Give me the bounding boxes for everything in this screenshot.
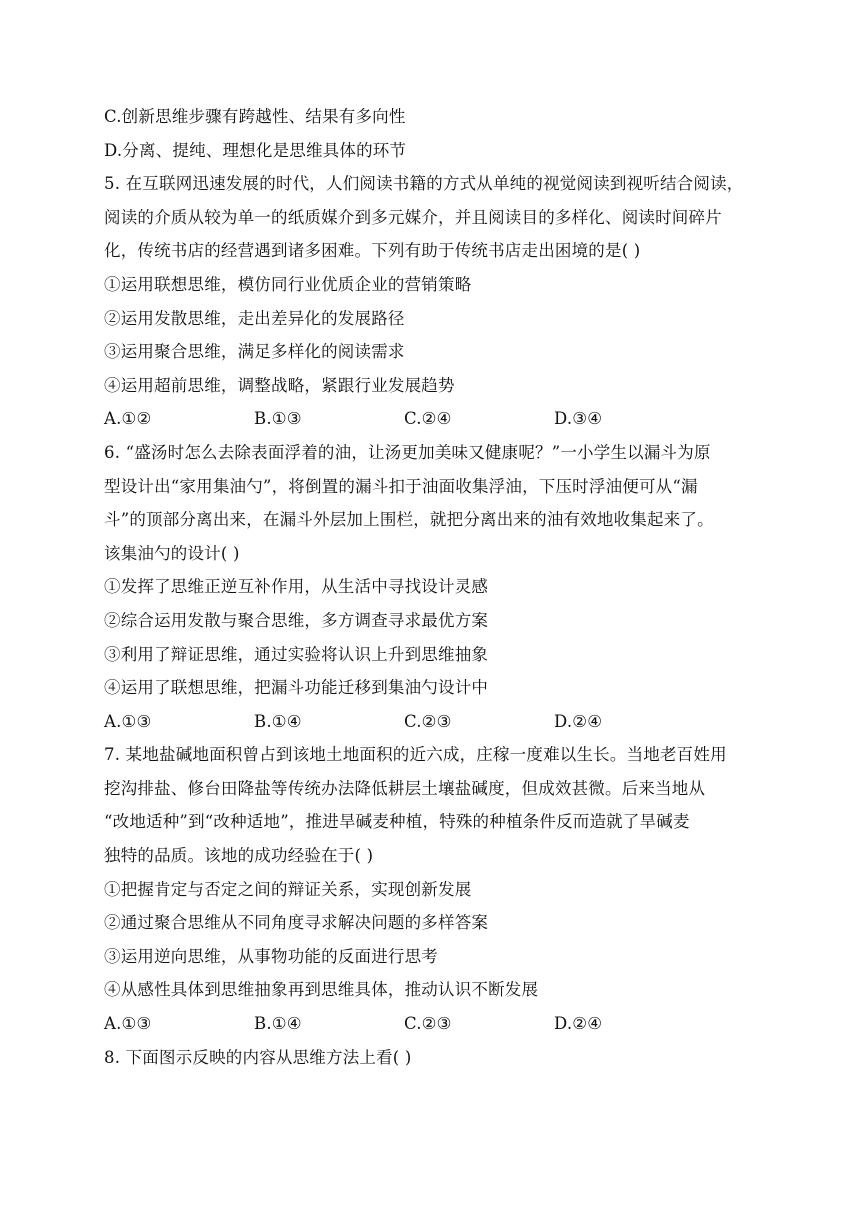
statement-item: ①运用联想思维，模仿同行业优质企业的营销策略	[104, 274, 472, 294]
question-stem-line: 8. 下面图示反映的内容从思维方法上看( )	[104, 1047, 412, 1067]
answer-option-d: D.③④	[554, 409, 603, 429]
answer-option-d: D.②④	[554, 711, 603, 731]
document-body	[104, 100, 764, 1074]
statement-item: ④从感性具体到思维抽象再到思维具体，推动认识不断发展	[104, 980, 539, 1000]
question-stem-line: 独特的品质。该地的成功经验在于( )	[104, 846, 374, 866]
answer-option-c: C.②③	[404, 711, 452, 731]
statement-item: ③运用逆向思维，从事物功能的反面进行思考	[104, 946, 438, 966]
question-stem-line: 该集油勺的设计( )	[104, 543, 240, 563]
question-stem-line: 阅读的介质从较为单一的纸质媒介到多元媒介，并且阅读目的多样化、阅读时间碎片	[104, 207, 722, 227]
option-c-text: C.创新思维步骤有跨越性、结果有多向性	[104, 107, 406, 126]
statement-item: ④运用超前思维，调整战略，紧跟行业发展趋势	[104, 375, 455, 395]
statement-item: ③利用了辩证思维，通过实验将认识上升到思维抽象	[104, 644, 489, 664]
answer-option-b: B.①④	[254, 711, 302, 731]
answer-option-b: B.①③	[254, 409, 302, 429]
question-stem-line: 5. 在互联网迅速发展的时代，人们阅读书籍的方式从单纯的视觉阅读到视听结合阅读，	[104, 174, 744, 194]
statement-item: ②运用发散思维，走出差异化的发展路径	[104, 308, 405, 328]
question-stem-line: 6. “盛汤时怎么去除表面浮着的油，让汤更加美味又健康呢？”一小学生以漏斗为原	[104, 442, 711, 462]
question-stem-line: 挖沟排盐、修台田降盐等传统办法降低耕层土壤盐碱度，但成效甚微。后来当地从	[104, 778, 706, 798]
question-stem-line: 7. 某地盐碱地面积曾占到该地土地面积的近六成，庄稼一度难以生长。当地老百姓用	[104, 745, 727, 765]
statement-item: ④运用了联想思维，把漏斗功能迁移到集油勺设计中	[104, 678, 489, 698]
answer-option-a: A.①③	[104, 1014, 152, 1034]
statement-item: ①把握肯定与否定之间的辩证关系，实现创新发展	[104, 879, 472, 899]
answer-option-a: A.①③	[104, 711, 152, 731]
question-stem-line: 化，传统书店的经营遇到诸多困难。下列有助于传统书店走出困境的是( )	[104, 241, 641, 261]
statement-item: ①发挥了思维正逆互补作用，从生活中寻找设计灵感	[104, 577, 489, 597]
answer-option-d: D.②④	[554, 1014, 603, 1034]
answer-options	[104, 1007, 764, 1041]
question-stem-line: “改地适种”到“改种适地”，推进旱碱麦种植，特殊的种植条件反而造就了旱碱麦	[104, 812, 690, 832]
question-8	[104, 1041, 764, 1075]
answer-option-b: B.①④	[254, 1014, 302, 1034]
question-5	[104, 167, 764, 436]
question-6	[104, 436, 764, 738]
question-stem-line: 型设计出“家用集油勺”，将倒置的漏斗扣于油面收集浮油，下压时浮油便可从“漏	[104, 476, 698, 496]
statement-item: ②综合运用发散与聚合思维，多方调查寻求最优方案	[104, 610, 489, 630]
statement-item: ③运用聚合思维，满足多样化的阅读需求	[104, 342, 405, 362]
answer-option-a: A.①②	[104, 409, 152, 429]
answer-options	[104, 402, 764, 436]
statement-item: ②通过聚合思维从不同角度寻求解决问题的多样答案	[104, 913, 489, 933]
answer-option-c: C.②③	[404, 1014, 452, 1034]
option-d-text: D.分离、提纯、理想化是思维具体的环节	[104, 140, 407, 160]
answer-options	[104, 705, 764, 739]
answer-option-c: C.②④	[404, 409, 452, 429]
question-7	[104, 738, 764, 1040]
question-stem-line: 斗”的顶部分离出来，在漏斗外层加上围栏，就把分离出来的油有效地收集起来了。	[104, 510, 714, 530]
